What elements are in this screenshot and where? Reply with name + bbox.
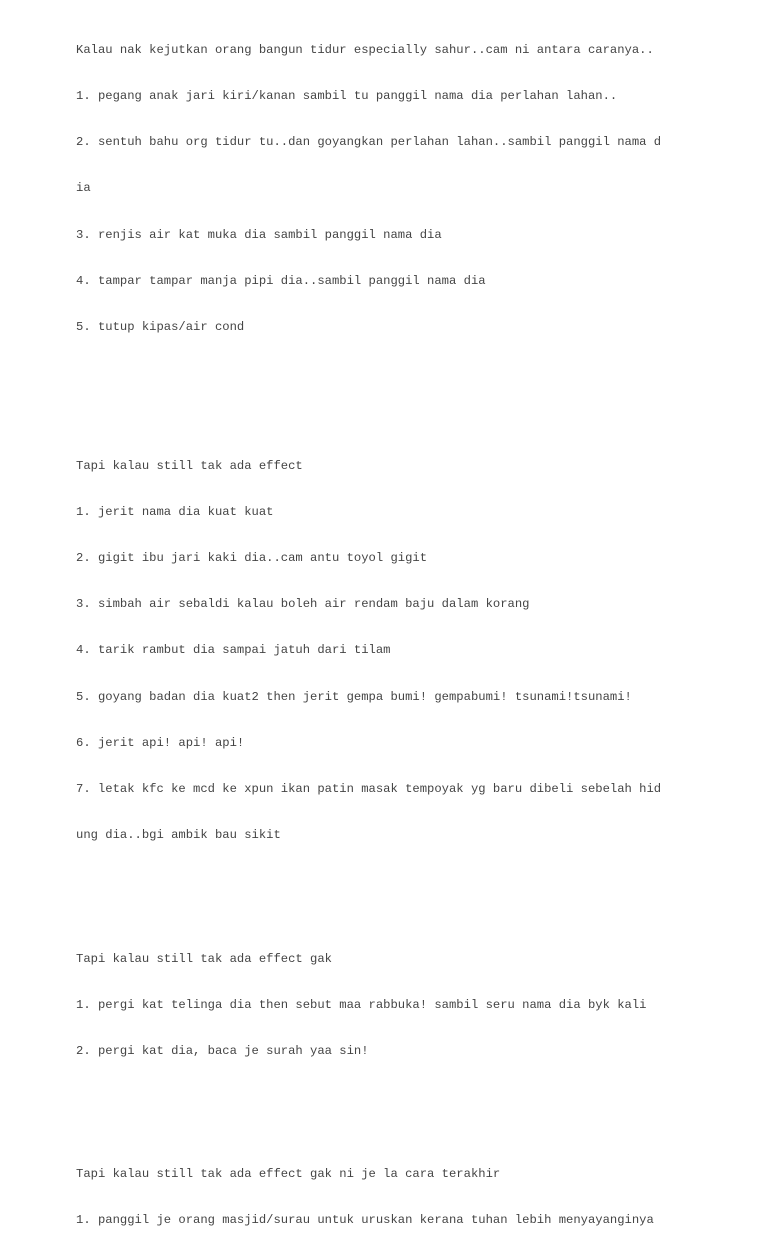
section-heading: Tapi kalau still tak ada effect gak ni je la cara terakhir xyxy=(76,1167,501,1182)
list-item: ia xyxy=(76,181,91,196)
spacer xyxy=(76,382,696,413)
list-item: 4. tampar tampar manja pipi dia..sambil panggil nama dia xyxy=(76,273,486,288)
section-heading: Tapi kalau still tak ada effect xyxy=(76,458,303,473)
list-item: 2. sentuh bahu org tidur tu..dan goyangkan perlahan lahan..sambil panggil nama d xyxy=(76,135,662,150)
list-item: 5. goyang badan dia kuat2 then jerit gempa bumi! gempabumi! tsunami!tsunami! xyxy=(76,689,632,704)
list-item: 6. jerit api! api! api! xyxy=(76,735,245,750)
list-item: 2. gigit ibu jari kaki dia..cam antu toyol gigit xyxy=(76,551,428,566)
list-item: 1. jerit nama dia kuat kuat xyxy=(76,504,274,519)
list-item: 1. pergi kat telinga dia then sebut maa rabbuka! sambil seru nama dia byk kali xyxy=(76,997,647,1012)
spacer xyxy=(76,890,696,905)
list-item: 2. pergi kat dia, baca je surah yaa sin! xyxy=(76,1043,369,1058)
spacer xyxy=(76,1106,696,1121)
list-item: 3. renjis air kat muka dia sambil panggil nama dia xyxy=(76,227,442,242)
document-body xyxy=(76,12,696,1244)
list-item: ung dia..bgi ambik bau sikit xyxy=(76,828,281,843)
list-item: 3. simbah air sebaldi kalau boleh air rendam baju dalam korang xyxy=(76,597,530,612)
list-item: 1. panggil je orang masjid/surau untuk uruskan kerana tuhan lebih menyayanginya xyxy=(76,1213,654,1228)
list-item: 7. letak kfc ke mcd ke xpun ikan patin masak tempoyak yg baru dibeli sebelah hid xyxy=(76,782,662,797)
intro-line: Kalau nak kejutkan orang bangun tidur especially sahur..cam ni antara caranya.. xyxy=(76,42,654,57)
list-item: 1. pegang anak jari kiri/kanan sambil tu panggil nama dia perlahan lahan.. xyxy=(76,89,618,104)
list-item: 4. tarik rambut dia sampai jatuh dari tilam xyxy=(76,643,391,658)
section-heading: Tapi kalau still tak ada effect gak xyxy=(76,951,332,966)
list-item: 5. tutup kipas/air cond xyxy=(76,320,245,335)
